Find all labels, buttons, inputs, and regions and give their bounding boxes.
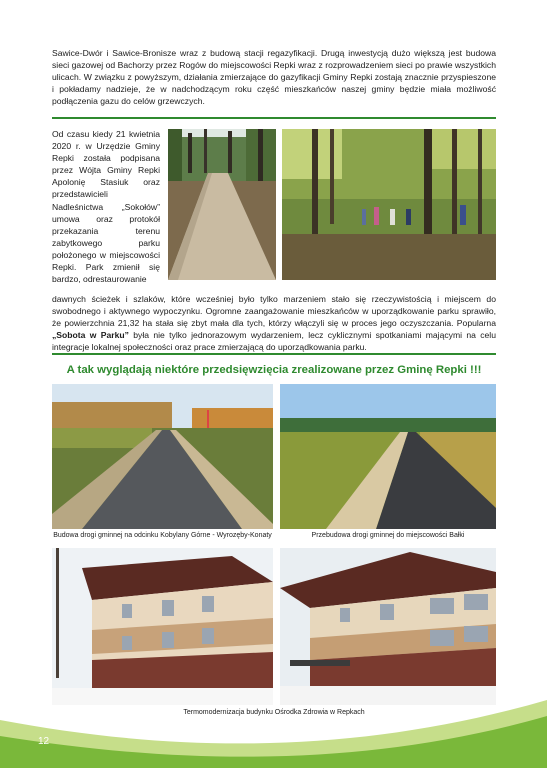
paragraph-gasification: Sawice-Dwór i Sawice-Bronisze wraz z budową stacji regazyfikacji. Drugą inwestycją dużo większą jest budowa sieci gazowej od Bachorzy przez Rogów do miejscowości Repki wraz z rozprowadzeniem sieci po prawie wszystkich ulicach. W związku z powyższym, działania zmierzające do gazyfikacji Gminy Repki zostają znacznie przyspieszone i pokładamy nadzieje, że w nadchodzącym roku część mieszkańców naszej gminy będzie miała możliwość podłączenia gazu do celów grzewczych.: [52, 48, 496, 107]
section-divider: [52, 117, 496, 119]
park-volunteers-photo: [282, 129, 496, 280]
health-center-photo-1: [52, 548, 273, 705]
footer-wave-decoration: [0, 690, 547, 768]
paragraph-park-text-b: była nie tylko jednorazowym wydarzeniem, lecz cyklicznymi spotkaniami mającymi na celu integracje lokalnej społeczności oraz prace zmierzającą do uporządkowania parku.: [52, 330, 496, 353]
road-balki-photo: [280, 384, 496, 529]
park-path-photo: [168, 129, 276, 280]
section-divider: [52, 353, 496, 355]
health-center-photo-2: [280, 548, 496, 705]
road-kobylany-photo: [52, 384, 273, 529]
page-number: 12: [38, 736, 50, 747]
sobota-w-parku-bold: „Sobota w Parku”: [52, 330, 129, 341]
paragraph-park-text-a: dawnych ścieżek i szlaków, które wcześniej było tylko marzeniem stało się rzeczywistością i miejscem do swobodnego i aktywnego wypoczynku. Ogromne zaangażowanie mieszkańców w uporządkowanie parku sprawiło, że powierzchnia 21,32 ha stała się zbyt mała dla tych, którzy włączyli się w proces jego oczyszczania. Popularna: [52, 294, 496, 329]
paragraph-park-intro: Od czasu kiedy 21 kwietnia 2020 r. w Urzędzie Gminy Repki została podpisana przez Wójta Gminy Repki Apolonię Stasiuk oraz przedstawicieli Nadleśnictwa „Sokołów” umowa oraz protokół przekazania terenu zabytkowego parku położonego w miejscowości Repki. Park zmienił się bardzo, odrestaurowanie: [52, 129, 160, 285]
paragraph-park-continued: [52, 293, 496, 353]
section-heading: A tak wyglądają niektóre przedsięwzięcia zrealizowane przez Gminę Repki !!!: [66, 364, 482, 376]
caption-health-center: Termomodernizacja budynku Ośrodka Zdrowia w Repkach: [183, 709, 365, 716]
caption-road-balki: Przebudowa drogi gminnej do miejscowości Bałki: [311, 532, 465, 539]
caption-road-kobylany: Budowa drogi gminnej na odcinku Kobylany Górne - Wyrozęby-Konaty: [53, 532, 272, 539]
